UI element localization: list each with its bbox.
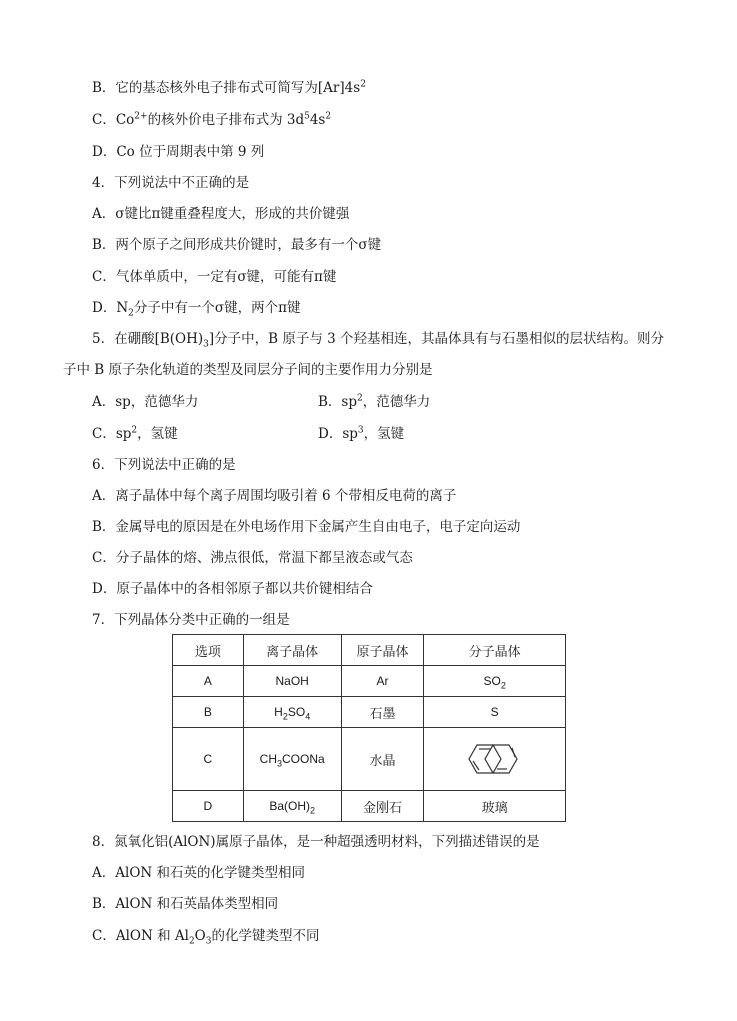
crystal-classification-table	[172, 634, 566, 822]
cell-atomic: 水晶	[341, 728, 424, 791]
question-6: 6．下列说法中正确的是	[92, 457, 236, 473]
cell-molecular: 玻璃	[424, 791, 566, 822]
table-row	[173, 791, 566, 822]
question-5-line2: 子中 B 原子杂化轨道的类型及同层分子间的主要作用力分别是	[63, 362, 433, 378]
table-header-row	[173, 635, 566, 666]
header-option: 选项	[173, 635, 244, 666]
q8-option-c: C．AlON 和 $Al_2O_3$的化学键类型不同	[92, 928, 320, 947]
header-molecular: 分子晶体	[424, 635, 566, 666]
q6-option-c: C．分子晶体的熔、沸点很低，常温下都呈液态或气态	[92, 550, 413, 566]
cell-atomic: 石墨	[341, 697, 424, 728]
q5-option-a: A．sp，范德华力	[92, 394, 199, 410]
q5-option-b: B．$sp^2$，范德华力	[318, 393, 431, 410]
q6-option-b: B．金属导电的原因是在外电场作用下金属产生自由电子，电子定向运动	[92, 519, 521, 535]
cell-option: C	[173, 728, 244, 791]
table-row	[173, 666, 566, 697]
naphthalene-structure-icon	[463, 737, 527, 781]
q4-option-d: D．$N_2$分子中有一个σ键，两个π键	[92, 300, 301, 319]
cell-ionic: NaOH	[243, 666, 341, 697]
cell-molecular: $SO_2$	[424, 666, 566, 697]
q4-option-b: B．两个原子之间形成共价键时，最多有一个σ键	[92, 237, 382, 253]
q4-option-c: C．气体单质中，一定有σ键，可能有π键	[92, 269, 337, 285]
q6-option-a: A．离子晶体中每个离子周围均吸引着 6 个带相反电荷的离子	[92, 488, 457, 504]
q8-option-b: B．AlON 和石英晶体类型相同	[92, 896, 279, 912]
header-ionic: 离子晶体	[243, 635, 341, 666]
table-row	[173, 697, 566, 728]
q6-option-d: D．原子晶体中的各相邻原子都以共价键相结合	[92, 581, 373, 597]
cell-atomic: 金刚石	[341, 791, 424, 822]
header-atomic: 原子晶体	[341, 635, 424, 666]
question-5-line1: 5．在硼酸$[B(OH)_3]$分子中，B 原子与 3 个羟基相连，其晶体具有与石墨相似的层状结构。则分	[92, 331, 665, 350]
cell-ionic: $Ba(OH)_2$	[243, 791, 341, 822]
q3-option-d: D．Co 位于周期表中第 9 列	[92, 144, 265, 160]
question-7: 7．下列晶体分类中正确的一组是	[92, 612, 290, 628]
table-row	[173, 728, 566, 791]
question-8: 8．氮氧化铝(AlON)属原子晶体，是一种超强透明材料，下列描述错误的是	[92, 834, 540, 850]
q8-option-a: A．AlON 和石英的化学键类型相同	[92, 865, 305, 881]
cell-ionic: $CH_3COONa$	[243, 728, 341, 791]
q3-option-b: B．它的基态核外电子排布式可简写为$[Ar]4s^2$	[92, 79, 366, 96]
q5-option-d: D．$sp^3$，氢键	[318, 425, 405, 442]
q5-option-c: C．$sp^2$，氢键	[92, 425, 178, 442]
cell-atomic: Ar	[341, 666, 424, 697]
cell-option: D	[173, 791, 244, 822]
question-4: 4．下列说法中不正确的是	[92, 175, 250, 191]
cell-molecular: S	[424, 697, 566, 728]
cell-molecular	[424, 728, 566, 791]
cell-option: A	[173, 666, 244, 697]
cell-option: B	[173, 697, 244, 728]
q3-option-c: C．$Co^{2+}$的核外价电子排布式为 $3d^54s^2$	[92, 111, 332, 128]
q4-option-a: A．σ键比π键重叠程度大，形成的共价键强	[92, 206, 350, 222]
cell-ionic: $H_2SO_4$	[243, 697, 341, 728]
